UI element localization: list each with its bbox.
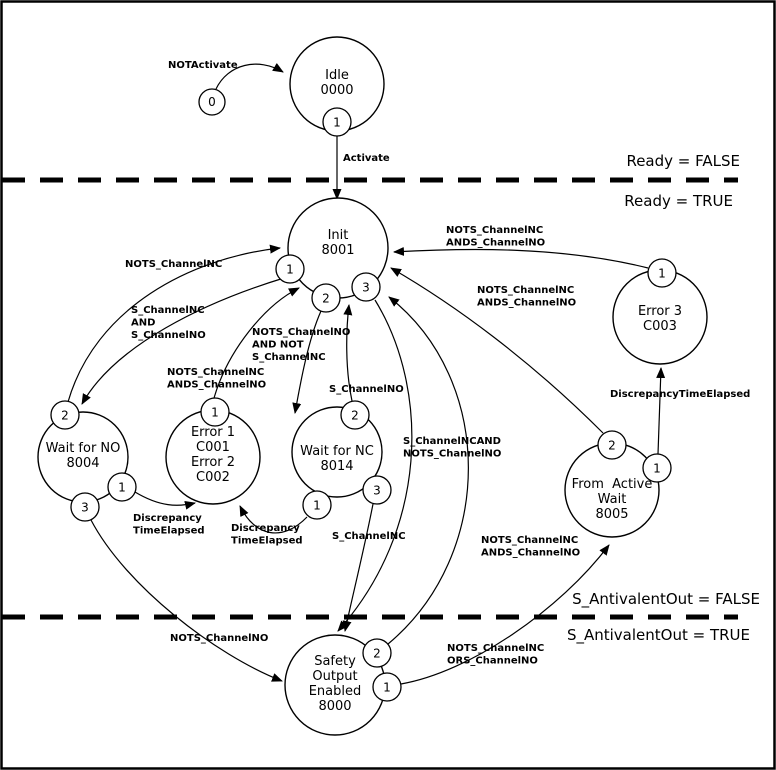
transition-label-waitno-to-init [125,259,222,270]
transition-label-line: ANDS_ChannelNO [477,297,577,309]
state-label-line: 8014 [320,459,354,474]
transition-label-line: NOTS_ChannelNC [167,367,265,378]
transition-label-line: ORS_ChannelNO [447,655,538,667]
transition-label-line: NOTS_ChannelNC [447,643,545,654]
transition-label-error3-to-init [446,225,545,249]
transition-error3-to-init [394,249,648,268]
transition-label-waitnc-to-safety [332,531,406,542]
transition-label-waitnc-to-init [329,384,404,395]
transition-label-line: AND [131,317,156,329]
transition-label-line: NOTS_ChannelNC [481,535,579,546]
transition-waitnc-to-safety [345,504,373,631]
state-label-line: Wait for NO [45,441,121,456]
start-node-label: 0 [208,95,216,109]
state-label-line: 0000 [320,83,354,98]
state-label-line: Output [312,669,358,684]
state-label-line: Safety [314,654,356,669]
state-label-line: Wait [597,492,627,507]
state-label-line: 8005 [595,507,629,522]
state-label-line: Error 2 [190,455,236,470]
connector-label-error3-1: 1 [658,266,666,281]
zone-label-ready-true: Ready = TRUE [624,192,733,210]
state-label-error3 [638,304,682,334]
transition-label-line: NOTS_ChannelNO [170,633,269,644]
transition-label-line: Activate [343,153,390,164]
connector-label-wait-for-nc-2: 2 [351,408,359,423]
connector-label-init-2: 2 [322,291,330,306]
transition-label-line: TimeElapsed [133,525,205,537]
connector-label-init-3: 3 [362,280,370,295]
transition-label-line: S_ChannelNC [332,531,406,542]
transition-label-line: ANDS_ChannelNO [446,237,546,249]
transition-label-start-to-idle [168,60,238,71]
transition-label-line: NOTS_ChannelNO [403,448,502,460]
state-label-line: 8000 [318,699,352,714]
state-label-line: Init [327,228,349,243]
transition-label-init-to-waitno [131,305,206,341]
state-label-line: C003 [643,319,677,334]
transition-label-line: NOTS_ChannelNC [125,259,223,270]
transition-wait8005-to-error3 [658,368,661,454]
connector-label-safety-output-enabled-2: 2 [373,646,381,661]
connector-label-wait-for-nc-1: 1 [313,498,321,513]
transition-label-line: NOTS_ChannelNC [446,225,544,236]
transition-label-line: S_ChannelNC [252,352,326,363]
connector-label-idle-1: 1 [333,115,341,130]
connector-label-wait-for-no-1: 1 [118,480,126,495]
transition-label-line: S_ChannelNO [329,384,404,395]
state-label-line: C001 [196,440,230,455]
transition-label-line: AND NOT [252,339,304,351]
state-label-error1-error2 [191,425,235,485]
transition-label-line: NOTActivate [168,60,238,71]
state-label-line: 8004 [66,456,100,471]
transition-label-line: S_ChannelNC [131,305,205,316]
connector-label-wait-for-nc-3: 3 [373,483,381,498]
transition-label-line: S_ChannelNCAND [403,436,501,447]
transition-label-line: ANDS_ChannelNO [167,379,267,391]
transition-label-safety-to-init [481,535,580,559]
zone-label-ready-false: Ready = FALSE [626,152,740,170]
state-label-line: 8001 [321,243,355,258]
transition-label-waitnc-to-error12 [231,523,303,547]
transition-label-line: Discrepancy [231,523,300,534]
transition-label-line: TimeElapsed [231,535,303,547]
transition-label-error12-to-init [167,367,266,391]
transition-label-line: DiscrepancyTimeElapsed [610,389,751,400]
transition-label-waitno-to-safety [170,633,268,644]
zone-label-antivalent-false: S_AntivalentOut = FALSE [572,590,760,608]
connector-label-error1-error2-1: 1 [211,405,219,420]
transition-label-line: NOTS_ChannelNC [477,285,575,296]
connector-label-from-active-wait-1: 1 [653,461,661,476]
transition-label-line: ANDS_ChannelNO [481,547,581,559]
connector-label-init-1: 1 [286,262,294,277]
state-label-idle [320,68,353,98]
connector-label-from-active-wait-2: 2 [608,438,616,453]
transition-label-wait8005-to-error3 [610,389,750,400]
state-label-line: Wait for NC [300,444,374,459]
transition-label-wait8005-to-init [477,285,576,309]
transition-label-line: S_ChannelNO [131,330,206,341]
connector-label-wait-for-no-2: 2 [61,408,69,423]
state-label-line: C002 [196,470,230,485]
transition-label-line: Discrepancy [133,513,202,524]
transition-safety-to-init [388,297,468,644]
transition-label-line: NOTS_ChannelNO [252,327,351,338]
state-label-line: From Active [571,477,653,492]
transition-label-init-to-waitnc [252,327,350,363]
state-label-line: Error 3 [637,304,683,319]
transition-label-safety-to-wait8005 [447,643,544,667]
connector-label-safety-output-enabled-1: 1 [383,680,391,695]
connector-label-wait-for-no-3: 3 [81,500,89,515]
state-label-line: Error 1 [190,425,236,440]
zone-label-antivalent-true: S_AntivalentOut = TRUE [566,626,750,644]
state-label-line: Idle [325,68,349,83]
state-label-line: Enabled [308,684,362,699]
transition-label-waitno-to-error12 [133,513,205,537]
transition-label-init-to-safety [403,436,501,460]
transition-label-idle-to-init [343,153,390,164]
